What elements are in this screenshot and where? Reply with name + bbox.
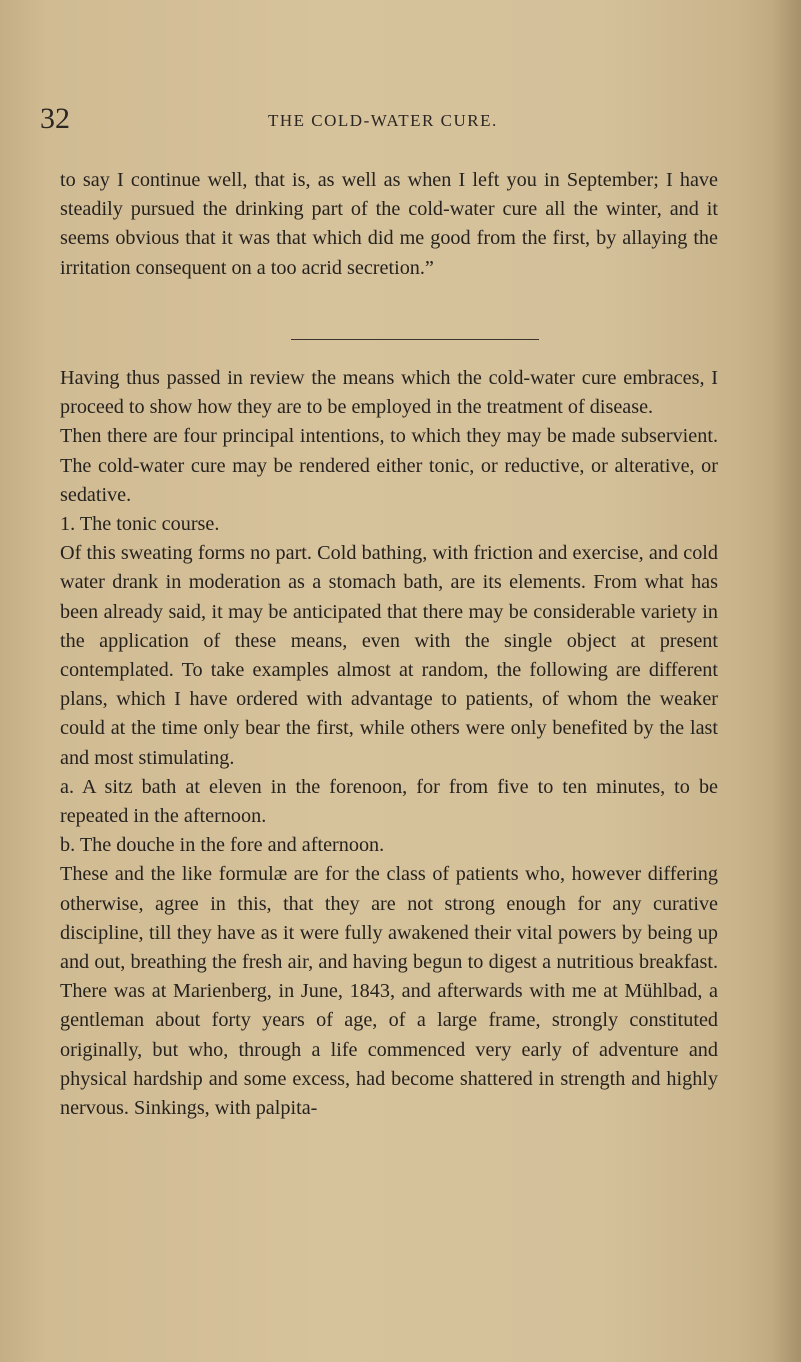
paragraph: These and the like formulæ are for the class of patients who, however differing otherwise, agree in this, that they are not strong enough for any curative discipline, till they have as it were fully awakened their vital powers by being up and out, breathing the fresh air, and having begun to digest a nutritious breakfast. There was at Marienberg, in June, 1843, and afterwards with me at Mühlbad, a gentleman about forty years of age, of a large frame, strongly constituted originally, but who, through a life commenced very early of adventure and physical hardship and some excess, had become shattered in strength and highly nervous. Sinkings, with palpita-: [60, 863, 718, 1120]
running-head: THE COLD-WATER CURE.: [268, 111, 498, 130]
page-header: [0, 100, 801, 140]
paragraph: b. The douche in the fore and afternoon.: [60, 834, 385, 857]
page-edge-shadow: [771, 0, 801, 1362]
main-text: [60, 364, 718, 1123]
paragraph: Then there are four principal intentions, to which they may be made subservient. The cold-water cure may be rendered either tonic, or reductive, or alterative, or sedative.: [60, 425, 718, 506]
paragraph: 1. The tonic course.: [60, 513, 220, 536]
paragraph: Having thus passed in review the means which the cold-water cure embraces, I proceed to show how they are to be employed in the treatment of disease.: [60, 367, 718, 419]
paragraph: Of this sweating forms no part. Cold bathing, with friction and exercise, and cold water drank in moderation as a stomach bath, are its elements. From what has been already said, it may be anticipated that there may be considerable variety in the application of these means, even with the single object at present contemplated. To take examples almost at random, the following are different plans, which I have ordered with advantage to patients, of whom the weaker could at the time only bear the first, while others were only benefited by the last and most stimulating.: [60, 542, 718, 769]
paragraph: a. A sitz bath at eleven in the forenoon, for from five to ten minutes, to be repeated in the afternoon.: [60, 775, 718, 828]
quote-block: [60, 166, 718, 283]
page-number: 32: [40, 102, 70, 135]
section-divider: [291, 339, 539, 340]
quote-paragraph: to say I continue well, that is, as well as when I left you in September; I have steadily pursued the drinking part of the cold-water cure all the winter, and it seems obvious that it was that which did me good from the first, by allaying the irritation consequent on a too acrid secretion.”: [60, 169, 718, 279]
